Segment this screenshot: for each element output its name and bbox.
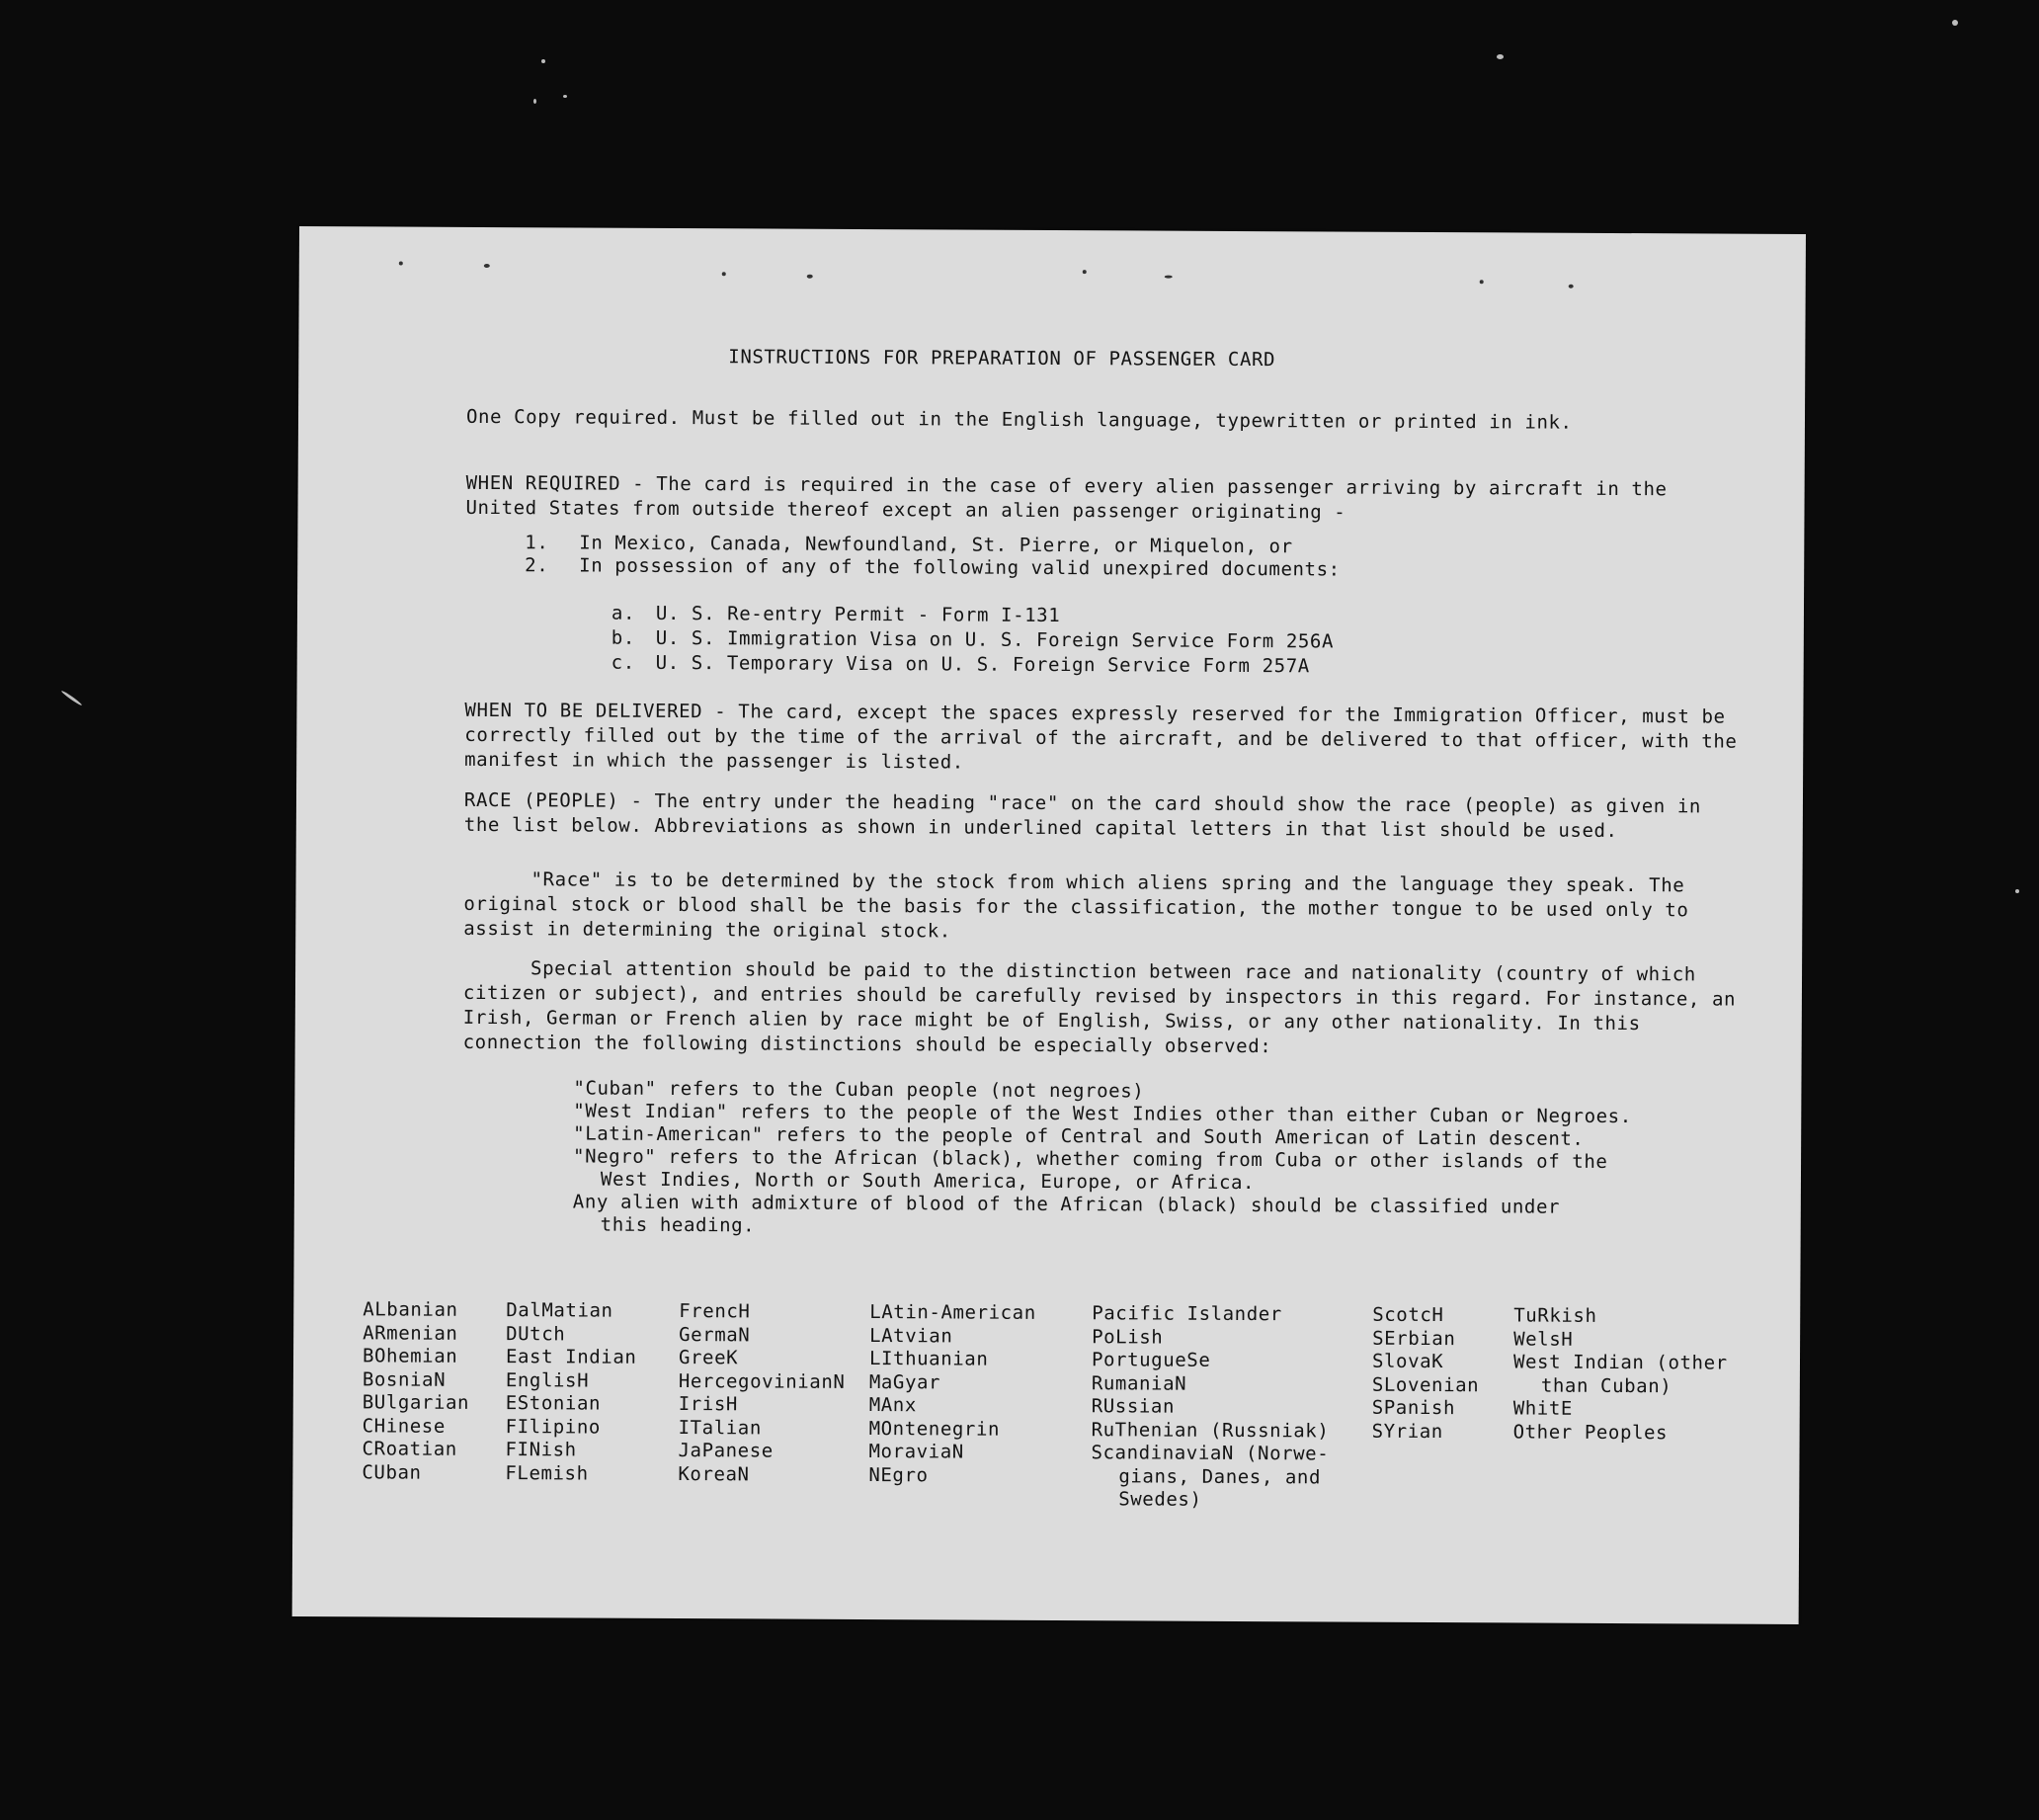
race-item: IrisH	[678, 1393, 739, 1416]
race-item: ScandinaviaN (Norwe-	[1091, 1442, 1330, 1465]
definition-item: "Cuban" refers to the Cuban people (not negroes)	[573, 1077, 1145, 1103]
race-item: MaGyar	[868, 1370, 941, 1393]
dust-speck	[533, 99, 536, 104]
race-item: ScotcH	[1372, 1303, 1444, 1327]
instructions-text	[292, 226, 1806, 1624]
race-item: TuRkish	[1513, 1304, 1597, 1327]
dust-speck	[541, 59, 545, 63]
race-item: WhitE	[1512, 1397, 1574, 1420]
race-column-4	[868, 1301, 1036, 1488]
race-item: East Indian	[505, 1346, 637, 1368]
race-column-7	[1513, 1304, 1728, 1445]
race-item: GreeK	[678, 1347, 739, 1369]
list-item: 2. In possession of any of the following valid unexpired documents:	[525, 554, 1341, 581]
race-item: KoreaN	[678, 1462, 750, 1485]
race-item: BosniaN	[362, 1367, 447, 1391]
document-list	[612, 602, 1335, 680]
race-item: MoraviaN	[868, 1441, 964, 1463]
race-item: GermaN	[679, 1323, 751, 1346]
race-item: DUtch	[506, 1322, 566, 1345]
race-item: EnglisH	[505, 1368, 590, 1392]
list-item: a. U. S. Re-entry Permit - Form I-131	[611, 602, 1061, 627]
list-item: b. U. S. Immigration Visa on U. S. Foreign Service Form 256A	[611, 626, 1335, 653]
race-item: CRoatian	[362, 1438, 457, 1460]
dust-speck	[563, 95, 567, 98]
race-item: FrencH	[679, 1300, 751, 1323]
document-title: INSTRUCTIONS FOR PREPARATION OF PASSENGER CARD	[728, 346, 1276, 372]
race-item: RUssian	[1091, 1395, 1176, 1418]
race-item: SlovaK	[1371, 1350, 1444, 1373]
race-item: CHinese	[362, 1414, 446, 1438]
race-item: LAtin-American	[869, 1301, 1036, 1324]
race-item: LAtvian	[869, 1324, 953, 1347]
race-people-paragraph: RACE (PEOPLE) - The entry under the heading "race" on the card should show the race (people) as given in the list below. Abbreviations as shown in underlined capital letters in that list should be used.	[463, 788, 1702, 842]
race-item: SYrian	[1371, 1420, 1443, 1443]
definitions-list	[573, 1077, 1759, 1242]
intro-paragraph: One Copy required. Must be filled out in the English language, typewritten or printed in ink.	[465, 405, 1573, 434]
race-item: Other Peoples	[1512, 1420, 1669, 1444]
race-column-6	[1372, 1304, 1480, 1445]
definition-item: "West Indian" refers to the people of the West Indies other than either Cuban or Negroes.	[573, 1100, 1632, 1128]
list-item: c. U. S. Temporary Visa on U. S. Foreign Service Form 257A	[611, 651, 1310, 678]
race-item: HercegovinianN	[678, 1369, 846, 1393]
race-item: LIthuanian	[868, 1348, 989, 1370]
definition-item: "Latin-American" refers to the people of Central and South American of Latin descent.	[573, 1122, 1585, 1150]
race-column-5	[1091, 1302, 1330, 1513]
definition-item: Any alien with admixture of blood of the African (black) should be classified under this heading.	[572, 1191, 1561, 1237]
race-determined-paragraph: "Race" is to be determined by the stock from which aliens spring and the language they speak. The original stock or blood shall be the basis for the classification, the mother tongue to be used only to assist in determining the original stock.	[463, 869, 1689, 943]
dust-speck	[1497, 54, 1504, 59]
dust-speck	[1952, 20, 1958, 26]
race-item: NEgro	[868, 1463, 929, 1486]
race-item: JaPanese	[678, 1440, 774, 1462]
race-item: ARmenian	[363, 1321, 458, 1345]
race-item: ITalian	[678, 1416, 762, 1439]
race-item: West Indian (other	[1512, 1351, 1728, 1374]
race-item: BUlgarian	[362, 1391, 470, 1414]
race-item: EStonian	[505, 1392, 602, 1415]
when-required-paragraph: WHEN REQUIRED - The card is required in the case of every alien passenger arriving by aircraft in the United States from outside thereof except an alien passenger originating -	[465, 471, 1668, 524]
list-item: 1. In Mexico, Canada, Newfoundland, St. Pierre, or Miquelon, or	[525, 532, 1293, 558]
race-item: Pacific Islander	[1092, 1302, 1282, 1326]
race-item: DalMatian	[506, 1299, 613, 1322]
dust-speck	[2015, 889, 2019, 893]
race-item: BOhemian	[362, 1345, 458, 1367]
dust-speck	[60, 690, 82, 706]
race-column-1	[362, 1298, 469, 1485]
when-delivered-paragraph: WHEN TO BE DELIVERED - The card, except the spaces expressly reserved for the Immigration Officer, must be correctly filled out by the time of the arrival of the aircraft, and be delivered to that officer, with the manifest in which the passenger is listed.	[464, 699, 1738, 774]
race-item: Swedes)	[1118, 1488, 1202, 1511]
race-item: MAnx	[868, 1394, 917, 1417]
race-item: RumaniaN	[1091, 1371, 1187, 1395]
race-item: WelsH	[1513, 1327, 1574, 1351]
race-item: CUban	[362, 1460, 422, 1484]
race-item: MOntenegrin	[868, 1417, 1001, 1441]
race-item: FIlipino	[505, 1415, 602, 1439]
race-item: SPanish	[1371, 1396, 1456, 1420]
race-item: PortugueSe	[1091, 1349, 1211, 1371]
race-item: than Cuban)	[1540, 1374, 1672, 1397]
document-page	[292, 226, 1806, 1624]
special-attention-paragraph: Special attention should be paid to the distinction between race and nationality (country of which citizen or subject), and entries should be carefully revised by inspectors in this regard. For instance, an Irish, German or French alien by race might be of English, Swiss, or any other nationality. In this connection the following distinctions should be especially observed:	[462, 957, 1737, 1058]
origin-list	[525, 532, 1341, 581]
race-item: SLovenian	[1371, 1373, 1480, 1396]
race-item: PoLish	[1092, 1325, 1164, 1349]
definition-item: "Negro" refers to the African (black), whether coming from Cuba or other islands of the West Indies, North or South America, Europe, or Africa.	[573, 1145, 1608, 1195]
race-item: FLemish	[505, 1461, 589, 1485]
race-item: FINish	[505, 1439, 577, 1461]
race-column-2	[505, 1299, 636, 1486]
race-item: RuThenian (Russniak)	[1091, 1418, 1330, 1442]
race-item: ALbanian	[363, 1298, 458, 1321]
race-item: gians, Danes, and	[1118, 1464, 1322, 1488]
race-item: SErbian	[1372, 1327, 1456, 1350]
race-column-3	[678, 1300, 846, 1487]
